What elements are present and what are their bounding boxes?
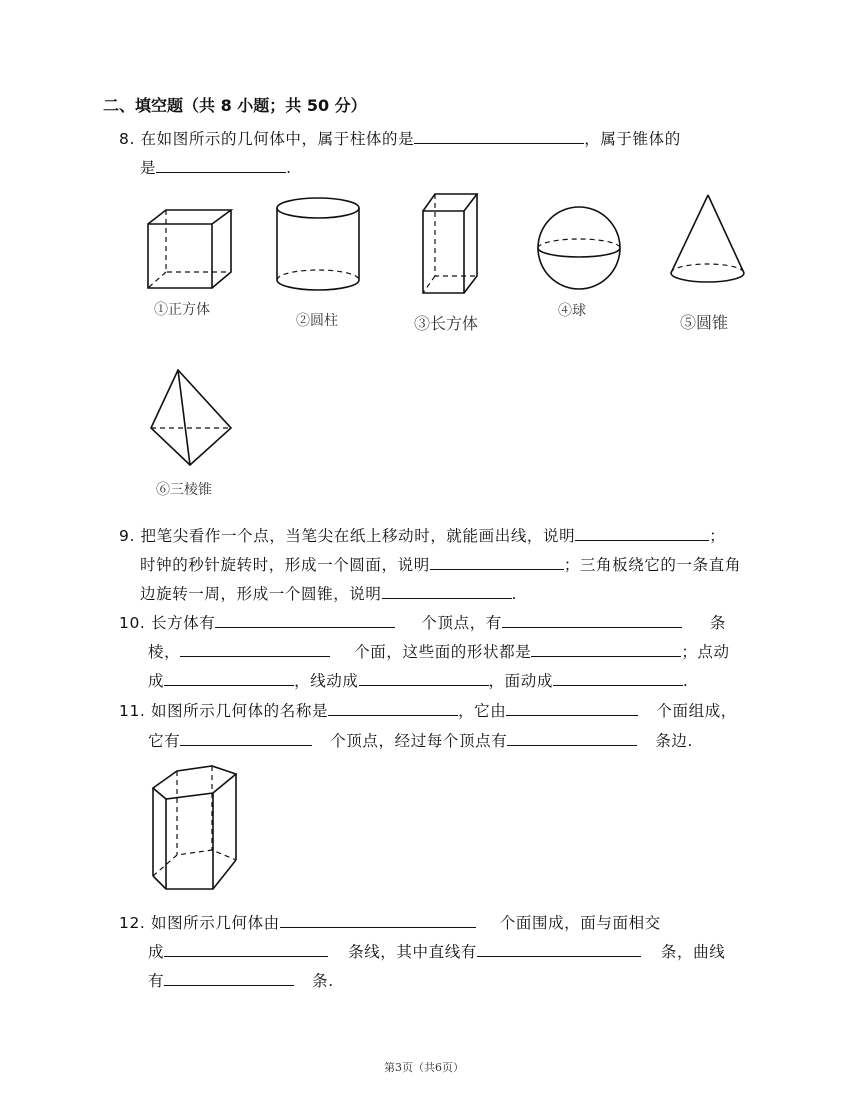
question-8-line-2 [140,156,292,178]
question-10-line-2 [148,640,730,662]
q11-text: ，它由 [458,702,507,720]
question-9-line-1 [119,524,725,546]
q12-text: 12. 如图所示几何体由 [119,914,280,932]
answer-blank[interactable] [531,642,681,657]
pentagonal-prism-figure [150,763,240,893]
answer-blank[interactable] [502,613,682,628]
pyramid-caption: ⑥三棱锥 [156,482,212,498]
q8-text: 8. 在如图所示的几何体中，属于柱体的是 [119,130,415,148]
q9-text: ；三角板绕它的一条直角 [563,556,741,574]
q9-text: 9. 把笔尖看作一个点，当笔尖在纸上移动时，就能画出线，说明 [119,527,576,545]
answer-blank[interactable] [215,613,395,628]
question-12-line-1 [119,911,661,933]
answer-blank[interactable] [477,942,641,957]
q12-text: 有 [148,972,165,990]
question-12-line-3 [148,969,334,991]
answer-blank[interactable] [414,129,584,144]
q10-text: ，线动成 [294,672,359,690]
q10-text: ；点动 [681,643,730,661]
q8-text: 是 [140,159,157,177]
q12-text: 条. [312,972,334,990]
answer-blank[interactable] [180,642,330,657]
q10-text: 棱， [148,643,181,661]
pyramid-figure [148,368,234,468]
q10-text: 个顶点，有 [421,614,502,632]
answer-blank[interactable] [382,584,512,599]
question-11-line-2 [148,729,693,751]
question-11-line-1 [119,699,737,721]
q9-text: . [511,585,518,603]
q9-text: ； [709,527,726,545]
question-8-line-1 [119,127,681,149]
answer-blank[interactable] [359,671,489,686]
q10-text: 个面，这些面的形状都是 [354,643,532,661]
sphere-figure [536,206,622,290]
question-10-line-3 [148,669,688,691]
q11-text: 11. 如图所示几何体的名称是 [119,702,329,720]
q12-text: 条线，其中直线有 [348,943,477,961]
q11-text: 它有 [148,732,181,750]
section-title: 二、填空题（共 8 小题；共 50 分） [103,96,367,115]
cube-caption: ①正方体 [154,302,210,318]
cuboid-caption: ③长方体 [414,314,479,333]
answer-blank[interactable] [180,731,312,746]
cube-figure [145,208,237,290]
q12-text: 成 [148,943,165,961]
page-footer: 第3页（共6页） [384,1061,464,1074]
cylinder-caption: ②圆柱 [296,313,338,329]
q9-text: 边旋转一周，形成一个圆锥，说明 [140,585,382,603]
answer-blank[interactable] [328,701,458,716]
question-9-line-2 [140,553,741,575]
answer-blank[interactable] [430,555,564,570]
q10-text: 10. 长方体有 [119,614,216,632]
q10-text: ，面动成 [488,672,553,690]
question-9-line-3 [140,582,517,604]
answer-blank[interactable] [506,701,638,716]
cone-figure [668,193,748,291]
sphere-caption: ④球 [558,303,586,319]
q11-text: 条边. [655,732,694,750]
question-10-line-1 [119,611,726,633]
q10-text: . [682,672,689,690]
q8-text: ，属于锥体的 [584,130,681,148]
answer-blank[interactable] [164,971,294,986]
question-12-line-2 [148,940,725,962]
q9-text: 时钟的秒针旋转时，形成一个圆面，说明 [140,556,430,574]
q10-text: 条 [709,614,727,632]
q12-text: 个面围成，面与面相交 [499,914,661,932]
answer-blank[interactable] [507,731,637,746]
answer-blank[interactable] [553,671,683,686]
cone-caption: ⑤圆锥 [680,313,729,332]
cylinder-figure [275,196,361,294]
q10-text: 成 [148,672,165,690]
answer-blank[interactable] [164,671,294,686]
cuboid-figure [420,191,480,296]
q11-text: 个顶点，经过每个顶点有 [330,732,508,750]
q11-text: 个面组成， [656,702,737,720]
answer-blank[interactable] [280,913,476,928]
answer-blank[interactable] [575,526,709,541]
answer-blank[interactable] [164,942,328,957]
q8-text: . [286,159,292,177]
answer-blank[interactable] [156,158,286,173]
q12-text: 条，曲线 [660,943,726,961]
